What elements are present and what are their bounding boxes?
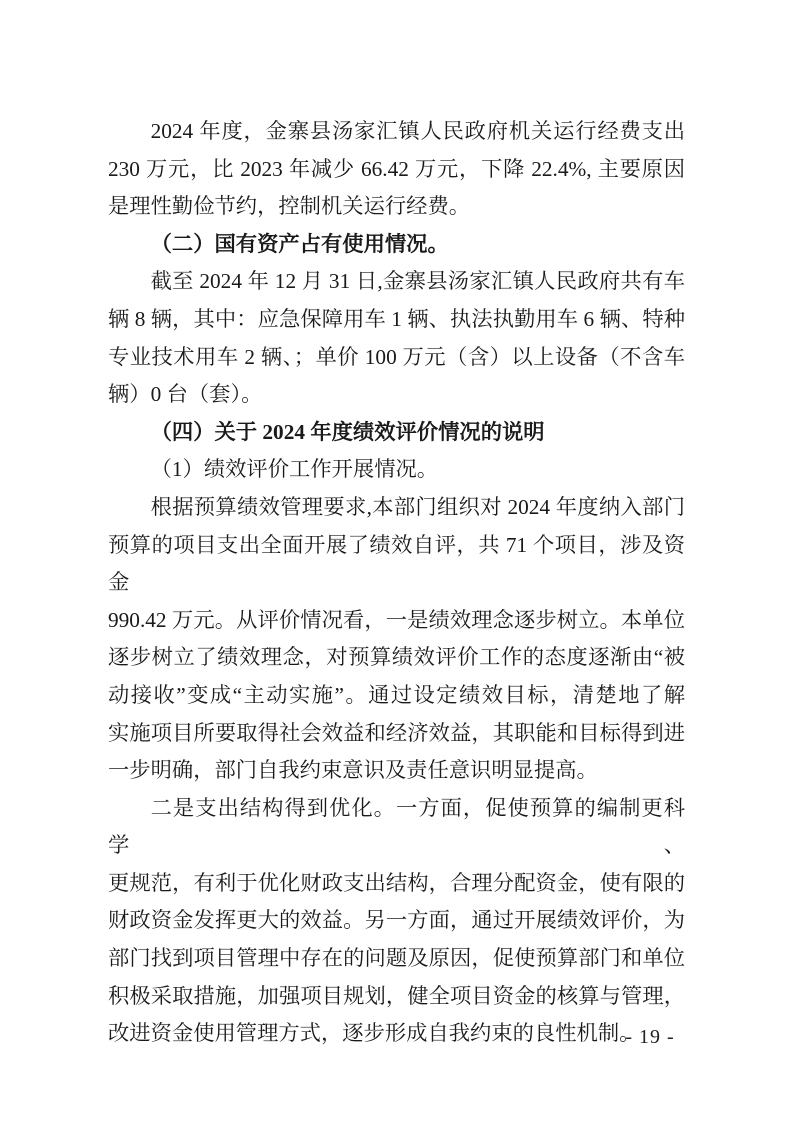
section-heading-line: （二）国有资产占有使用情况。 bbox=[150, 231, 449, 256]
body-text-line: 财政资金发挥更大的效益。另一方面，通过开展绩效评价，为 bbox=[108, 908, 685, 933]
body-text-line: 一步明确，部门自我约束意识及责任意识明显提高。 bbox=[108, 758, 598, 783]
body-text-line: 2024 年度，金寨县汤家汇镇人民政府机关运行经费支出 bbox=[150, 119, 685, 143]
body-text-line: 更规范，有利于优化财政支出结构，合理分配资金，使有限的 bbox=[108, 870, 685, 895]
page-number: - 19 - bbox=[625, 1026, 675, 1048]
body-text-line: 部门找到项目管理中存在的问题及原因，促使预算部门和单位 bbox=[108, 946, 685, 971]
body-text-line: （1）绩效评价工作开展情况。 bbox=[150, 457, 439, 482]
body-text-line: 辆）0 台（套）。 bbox=[108, 382, 263, 407]
body-text-line: 230 万元，比 2023 年减少 66.42 万元，下降 22.4%, 主要原因 bbox=[108, 156, 685, 181]
body-text-line: 截至 2024 年 12 月 31 日,金寨县汤家汇镇人民政府共有车 bbox=[150, 269, 685, 294]
body-text-line: 实施项目所要取得社会效益和经济效益，其职能和目标得到进 bbox=[108, 720, 685, 745]
body-text-line: 动接收”变成“主动实施”。通过设定绩效目标，清楚地了解 bbox=[108, 682, 685, 707]
body-text-line: 990.42 万元。从评价情况看，一是绩效理念逐步树立。本单位 bbox=[108, 607, 685, 632]
section-heading-line: （四）关于 2024 年度绩效评价情况的说明 bbox=[150, 419, 545, 444]
body-text-line: 积极采取措施，加强项目规划，健全项目资金的核算与管理， bbox=[108, 983, 685, 1008]
body-text-line: 是理性勤俭节约，控制机关运行经费。 bbox=[108, 194, 471, 219]
body-text-line: 专业技术用车 2 辆、；单价 100 万元（含）以上设备（不含车 bbox=[108, 344, 685, 369]
body-text-line: 改进资金使用管理方式，逐步形成自我约束的良性机制。 bbox=[108, 1021, 641, 1046]
body-text-line: 根据预算绩效管理要求,本部门组织对 2024 年度纳入部门 bbox=[150, 494, 685, 519]
body-text-line: 逐步树立了绩效理念，对预算绩效评价工作的态度逐渐由“被 bbox=[108, 645, 685, 670]
body-text-line: 二是支出结构得到优化。一方面，促使预算的编制更科学、 bbox=[108, 795, 685, 858]
text-lines bbox=[108, 113, 685, 1053]
body-text-line: 预算的项目支出全面开展了绩效自评，共 71 个项目，涉及资金 bbox=[108, 532, 685, 595]
body-text-line: 辆 8 辆，其中：应急保障用车 1 辆、执法执勤用车 6 辆、特种 bbox=[108, 306, 685, 331]
